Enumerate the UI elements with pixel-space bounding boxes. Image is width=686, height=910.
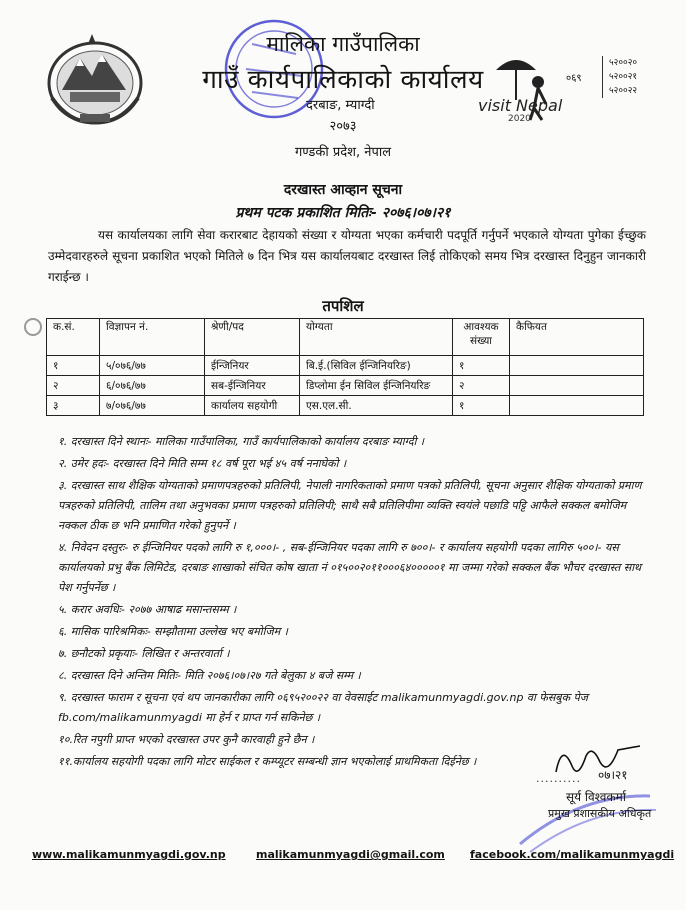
phone-number: ५२००२२ [609, 86, 638, 96]
table-cell: ७/०७६/७७ [100, 396, 205, 416]
term-item: १०.रित नपुगी प्राप्त भएको दरखास्त उपर कुनै कारवाही हुने छैन । [58, 733, 315, 746]
term-item: ९. दरखास्त फाराम र सूचना एवं थप जानकारीका लागि ०६९५२००२२ वा वेवसाईट malikamunmyagdi.gov.np वा फेसबुक पेज fb.com/malikamunmyagdi मा हेर्न र प्राप्त गर्न सकिनेछ । [58, 691, 588, 724]
table-cell: २ [47, 376, 100, 396]
officer-name: सूर्य विश्वकर्मा [566, 790, 626, 804]
table-row [47, 376, 644, 396]
term-item: ४. निवेदन दस्तुरः- रु ईन्जिनियर पदको लागि रु १,०००।- , सब-ईन्जिनियर पदका लागि रु ७००।- र कार्यालय सहयोगी पदका लागिरु ५००।- यस कार्यालयको प्रभु बैंक लिमिटेड, दरबाङ शाखाको संचित कोष खाता नं ०१५००२०११०००६४०००००१ मा जम्मा गरेको सक्कल बैंक भौचर दरखास्त साथ पेश गर्नुपर्नेछ । [58, 541, 642, 594]
term-item: ५. करार अवधिः- २०७७ आषाढ मसान्तसम्म । [58, 603, 237, 616]
term-item: ६. मासिक पारिश्रमिकः- सम्झौतामा उल्लेख भए बमोजिम । [58, 625, 288, 638]
notice-title: दरखास्त आव्हान सूचना [283, 182, 403, 198]
table-cell: एस.एल.सी. [300, 396, 453, 416]
visit-nepal-logo-icon [476, 48, 586, 128]
visit-nepal-year: 2020 [508, 114, 531, 124]
term-item: १. दरखास्त दिने स्थानः- मालिका गाउँपालिका, गाउँ कार्यपालिकाको कार्यालय दरबाङ म्याग्दी । [58, 435, 425, 448]
col-header: क.सं. [47, 319, 100, 356]
table-cell: ६/०७६/७७ [100, 376, 205, 396]
table-cell: ३ [47, 396, 100, 416]
office-location: दरबाङ, म्याग्दी [306, 98, 375, 113]
table-row [47, 356, 644, 376]
table-cell: बि.ई.(सिविल ईन्जिनियरिङ) [300, 356, 453, 376]
table-cell: १ [47, 356, 100, 376]
footer-website-link[interactable]: www.malikamunmyagdi.gov.np [32, 848, 226, 861]
details-heading: तपशिल [322, 297, 364, 315]
footer-facebook-link[interactable]: facebook.com/malikamunmyagdi [470, 848, 675, 861]
term-item: ७. छनौटको प्रकृयाः- लिखित र अन्तरवार्ता । [58, 647, 230, 660]
notice-intro: यस कार्यालयका लागि सेवा करारबाट देहायको संख्या र योग्यता भएका कर्मचारी पदपूर्ति गर्नुपर्ने भएकाले योग्यता पुगेका ईच्छुक उम्मेदवारहरुले सूचना प्रकाशित भएको मितिले ७ दिन भित्र यस कार्यालयबाट दरखास्त लिई तोकिएको समय भित्र दरखास्त दिनुहुन जानकारी गराईन्छ । [48, 228, 646, 284]
office-name: गाउँ कार्यपालिकाको कार्यालय [202, 65, 484, 95]
col-header: आवश्यक संख्या [453, 319, 510, 356]
table-cell [510, 356, 644, 376]
notice-subtitle: प्रथम पटक प्रकाशित मितिः- २०७६।०७।२१ [235, 205, 451, 221]
punch-hole [24, 318, 42, 336]
municipality-name: मालिका गाउँपालिका [266, 32, 420, 56]
table-cell [510, 376, 644, 396]
table-cell: डिप्लोमा ईन सिविल ईन्जिनियरिङ [300, 376, 453, 396]
visit-nepal-text: visit Nepal [478, 96, 563, 115]
footer-email-link[interactable]: malikamunmyagdi@gmail.com [256, 848, 445, 861]
col-header: विज्ञापन नं. [100, 319, 205, 356]
table-row [47, 396, 644, 416]
term-item: ३. दरखास्त साथ शैक्षिक योग्यताको प्रमाणपत्रहरुको प्रतिलिपी, नेपाली नागरिकताको प्रमाण पत्रको प्रतिलिपी, सूचना अनुसार शैक्षिक योग्यताको प्रमाण पत्रहरुको प्रतिलिपी, तालिम तथा अनुभवका प्रमाण पत्रहरुको प्रतिलिपी; साथै सबै प्रतिलिपीमा व्यक्ति स्वयंले पछाडि पट्टि आफैले सक्कल बमोजिम नक्कल ठीक छ भनि प्रमाणित गरेको हुनुपर्ने । [58, 479, 642, 532]
phone-list [602, 56, 637, 98]
term-item: २. उमेर हदः- दरखास्त दिने मिति सम्म १८ वर्ष पूरा भई ४५ वर्ष ननाघेको । [58, 457, 347, 470]
phone-number: ५२००२१ [609, 72, 638, 82]
table-cell: कार्यालय सहयोगी [205, 396, 300, 416]
terms-list [58, 432, 648, 774]
table-cell: सब-ईन्जिनियर [205, 376, 300, 396]
phone-number: ५२००२० [609, 58, 638, 68]
col-header: कैफियत [510, 319, 644, 356]
phone-prefix: ०६९ [566, 73, 582, 84]
vacancy-table [46, 318, 644, 416]
table-cell [510, 396, 644, 416]
table-header-row [47, 319, 644, 356]
table-cell: ५/०७६/७७ [100, 356, 205, 376]
signature-line: .......... [536, 772, 581, 785]
term-item: ११.कार्यालय सहयोगी पदका लागि मोटर साईकल र कम्प्यूटर सम्बन्धी ज्ञान भएकोलाई प्राथमिकता दिईनेछ । [58, 755, 477, 768]
established-year: २०७३ [329, 119, 357, 134]
province-name: गण्डकी प्रदेश, नेपाल [294, 145, 392, 160]
officer-title: प्रमुख प्रशासकीय अधिकृत [548, 807, 652, 820]
table-cell: १ [453, 356, 510, 376]
signature-date: ०७।२१ [598, 768, 628, 782]
col-header: श्रेणी/पद [205, 319, 300, 356]
table-cell: ईन्जिनियर [205, 356, 300, 376]
table-cell: १ [453, 396, 510, 416]
col-header: योग्यता [300, 319, 453, 356]
table-cell: २ [453, 376, 510, 396]
term-item: ८. दरखास्त दिने अन्तिम मितिः- मिति २०७६।०७।२७ गते बेलुका ४ बजे सम्म । [58, 669, 361, 682]
